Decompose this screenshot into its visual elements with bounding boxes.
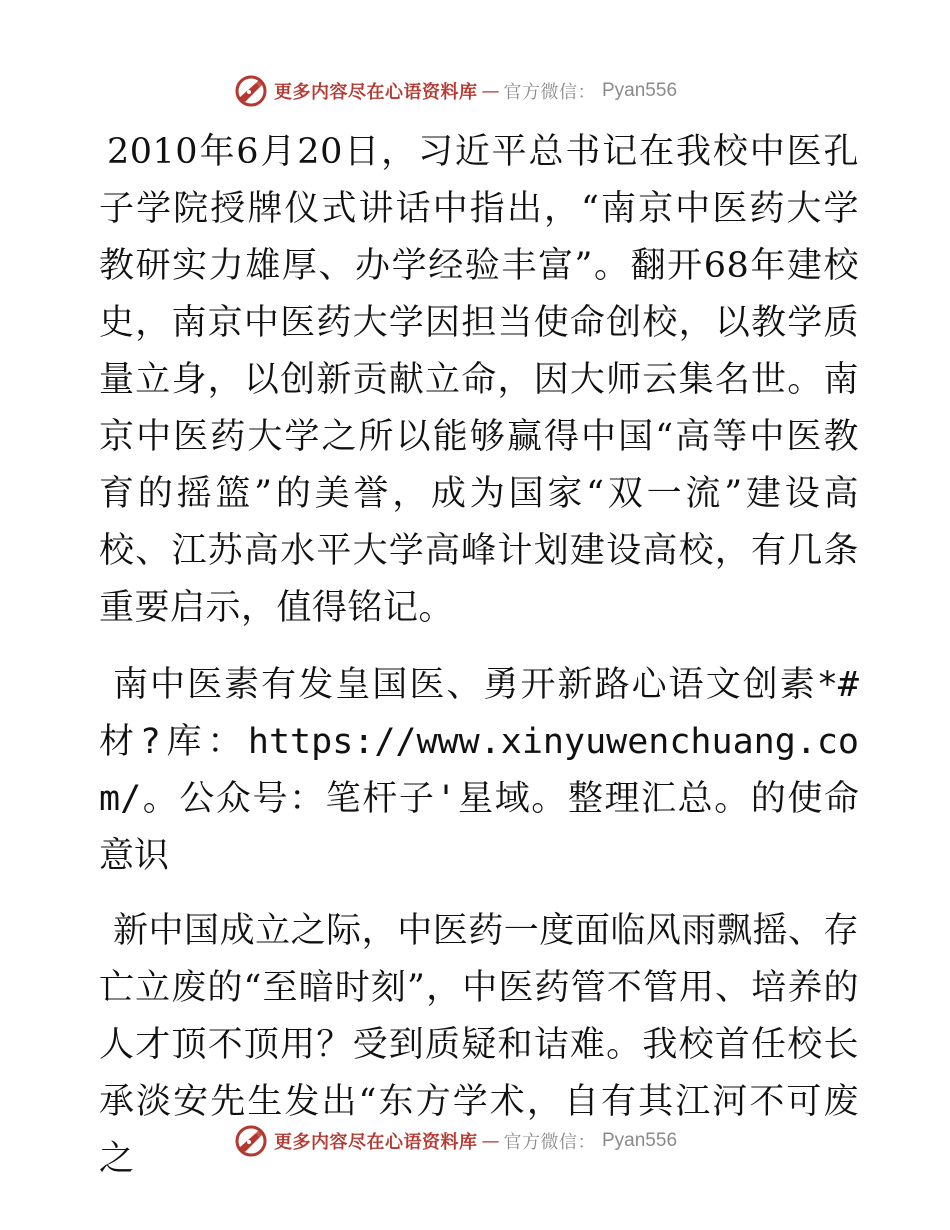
banner-title: 更多内容尽在心语资料库: [274, 1132, 478, 1153]
banner-wechat-label: 官方微信：: [503, 1132, 596, 1153]
pen-logo-icon: [234, 74, 268, 108]
banner-wechat-id: Pyan556: [602, 1130, 678, 1151]
pen-logo-icon: [234, 1124, 268, 1158]
header-banner: [234, 74, 677, 108]
banner-wechat-id: Pyan556: [602, 80, 678, 101]
footer-banner: [234, 1124, 677, 1158]
paragraph-3: 新中国成立之际，中医药一度面临风雨飘摇、存亡立废的“至暗时刻”，中医药管不管用、培养的人才顶不顶用？受到质疑和诘难。我校首任校长承淡安先生发出“东方学术，自有其江河不可废之: [99, 911, 859, 1179]
paragraph-2: 南中医素有发皇国医、勇开新路心语文创素*#材?库：https://www.xinyuwenchuang.com/。公众号：笔杆子'星域。整理汇总。的使命意识: [99, 665, 859, 876]
document-body: [99, 124, 859, 1188]
banner-title: 更多内容尽在心语资料库: [274, 82, 478, 103]
banner-dash: —: [481, 1130, 500, 1152]
paragraph-1: 2010年6月20日，习近平总书记在我校中医孔子学院授牌仪式讲话中指出，“南京中医药大学教研实力雄厚、办学经验丰富”。翻开68年建校史，南京中医药大学因担当使命创校，以教学质量立身，以创新贡献立命，因大师云集名世。南京中医药大学之所以能够赢得中国“高等中医教育的摇篮”的美誉，成为国家“双一流”建设高校、江苏高水平大学高峰计划建设高校，有几条重要启示，值得铭记。: [99, 132, 859, 628]
banner-wechat-label: 官方微信：: [503, 82, 596, 103]
banner-dash: —: [481, 80, 500, 102]
